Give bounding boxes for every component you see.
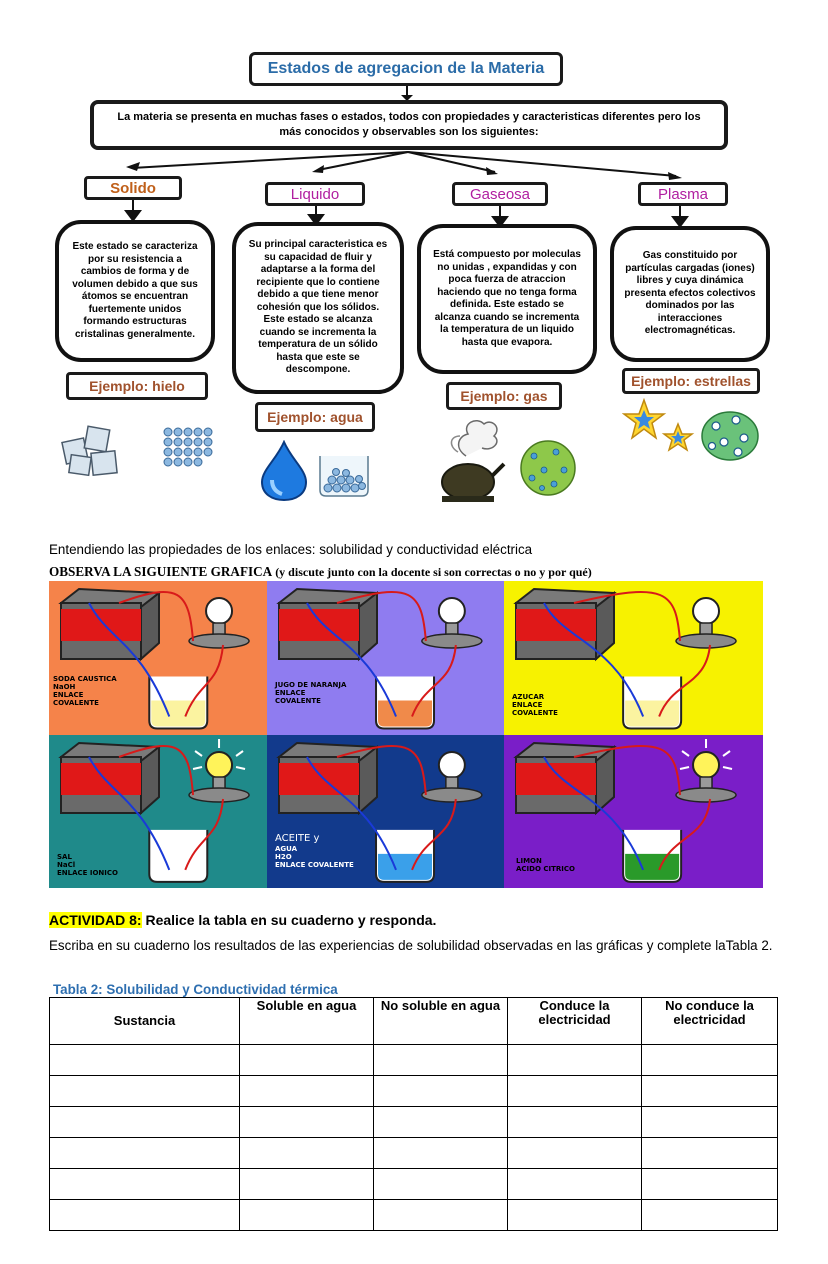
example-text: Ejemplo: estrellas <box>631 373 751 389</box>
label-line: NaCl <box>57 861 76 869</box>
table-cell <box>642 1200 778 1231</box>
column-header-no-soluble: No soluble en agua <box>374 998 508 1045</box>
experiment-label <box>275 681 346 705</box>
light-ray <box>193 767 202 769</box>
state-label-plasma <box>638 182 728 206</box>
table-cell <box>374 1045 508 1076</box>
lamp-base <box>189 788 249 802</box>
table-row <box>50 1045 778 1076</box>
description-liquido <box>232 222 404 394</box>
table-cell <box>508 1076 642 1107</box>
bulb <box>206 598 232 624</box>
description-text: Su principal caracteristica es su capacidad de fluir y adaptarse a la forma del recipiente que lo contiene debido a que tiene menor cohesión que los sólidos. Este estado se alcanza cuando se incrementa la temperatura de un sólido hasta que este se descompone. <box>248 239 388 376</box>
example-label-plasma <box>622 368 760 394</box>
label-line: ACIDO CITRICO <box>516 865 575 873</box>
battery-band <box>61 763 141 795</box>
light-ray <box>195 751 202 756</box>
instructions: Escriba en su cuaderno los resultados de las experiencias de solubilidad observadas en las gráficas y complete laTabla 2. <box>49 938 773 953</box>
column-header-sustancia: Sustancia <box>50 998 240 1045</box>
state-name: Solido <box>110 179 156 197</box>
table-cell <box>508 1107 642 1138</box>
label-line: SODA CAUSTICA <box>53 675 117 683</box>
experiment-label <box>53 675 117 707</box>
table-cell <box>642 1169 778 1200</box>
circuit-illustration <box>49 581 267 735</box>
state-name: Liquido <box>290 185 340 203</box>
observe-line <box>49 564 592 580</box>
table-cell <box>240 1107 374 1138</box>
table-row <box>50 1138 778 1169</box>
label-line: ENLACE <box>53 691 84 699</box>
state-name: Gaseosa <box>469 185 531 203</box>
table-cell <box>642 1138 778 1169</box>
bulb <box>439 752 465 778</box>
battery-band <box>61 609 141 641</box>
example-text: Ejemplo: gas <box>460 388 548 404</box>
bulb <box>693 598 719 624</box>
experiment-panel-soda-caustica <box>49 581 267 735</box>
light-ray <box>236 751 243 756</box>
table-body <box>50 1045 778 1231</box>
table-cell <box>240 1076 374 1107</box>
experiment-label <box>512 693 558 717</box>
observe-main: OBSERVA LA SIGUIENTE GRAFICA <box>49 564 273 579</box>
column-header-soluble: Soluble en agua <box>240 998 374 1045</box>
experiment-panel-azucar <box>504 581 763 735</box>
description-plasma <box>610 226 770 362</box>
bulb <box>439 598 465 624</box>
lamp-base <box>422 634 482 648</box>
label-line: ENLACE IONICO <box>57 869 118 877</box>
example-label-liquido <box>255 402 375 432</box>
bulb-socket <box>700 777 712 789</box>
label-line: ENLACE <box>275 689 306 697</box>
light-ray <box>723 767 732 769</box>
beaker-liquid <box>151 700 205 726</box>
beaker-liquid <box>625 700 679 726</box>
label-line: COVALENTE <box>275 697 321 705</box>
intro-box <box>90 100 728 150</box>
label-line: NaOH <box>53 683 76 691</box>
light-ray <box>236 767 245 769</box>
description-text: Está compuesto por moleculas no unidas , expandidas y con poca fuerza de atraccion haciendo que no tenga forma definida. Este estado se alcanza cuando se incrementa la temperatura de un liquido hasta que evapora. <box>433 249 581 348</box>
circuit-illustration <box>267 581 504 735</box>
lamp-base <box>422 788 482 802</box>
table-cell <box>50 1107 240 1138</box>
intro-text: La materia se presenta en muchas fases o estados, todos con propiedades y caracteristicas diferentes pero los más conocidos y observables son los siguientes: <box>117 111 701 138</box>
battery-band <box>516 609 596 641</box>
column-header-conduce: Conduce la electricidad <box>508 998 642 1045</box>
table-cell <box>50 1045 240 1076</box>
description-text: Este estado se caracteriza por su resistencia a cambios de forma y de volumen debido a que sus átomos se encuentran fuertemente unidos formando estructuras cristalinas generalmente. <box>72 241 198 340</box>
table-cell <box>50 1076 240 1107</box>
map-title-text: Estados de agregacion de la Materia <box>267 60 545 77</box>
label-line: AGUA <box>275 845 298 853</box>
table-cell <box>642 1107 778 1138</box>
bulb <box>693 752 719 778</box>
label-line: SAL <box>57 853 72 861</box>
gas-particles-icon <box>518 440 578 496</box>
table-cell <box>508 1045 642 1076</box>
observe-rest: (y discute junto con la docente si son correctas o no y por qué) <box>272 565 592 579</box>
table-cell <box>240 1200 374 1231</box>
state-name: Plasma <box>657 185 709 203</box>
table-cell <box>50 1138 240 1169</box>
beaker-liquid <box>378 700 432 726</box>
stars-icon <box>622 398 702 458</box>
light-ray <box>723 751 730 756</box>
bulb-socket <box>213 623 225 635</box>
example-label-gaseosa <box>446 382 562 410</box>
battery-band <box>279 763 359 795</box>
lamp-base <box>189 634 249 648</box>
table-cell <box>240 1045 374 1076</box>
bulb-socket <box>446 777 458 789</box>
label-line: ACEITE y <box>275 833 320 844</box>
table-cell <box>374 1200 508 1231</box>
experiment-label <box>275 833 354 869</box>
experiments-grid <box>49 581 763 888</box>
table-cell <box>508 1138 642 1169</box>
battery-band <box>516 763 596 795</box>
light-ray <box>680 767 689 769</box>
label-line: ENLACE COVALENTE <box>275 861 354 869</box>
beaker-liquid <box>378 854 432 880</box>
experiment-panel-sal <box>49 735 267 888</box>
results-table <box>49 997 778 1231</box>
light-ray <box>682 751 689 756</box>
table-cell <box>642 1045 778 1076</box>
description-solido <box>55 220 215 362</box>
beaker-liquid <box>625 854 679 880</box>
column-header-no-conduce: No conduce la electricidad <box>642 998 778 1045</box>
table-header-row <box>50 998 778 1045</box>
beaker-particles-icon <box>316 452 372 498</box>
experiment-panel-limon <box>504 735 763 888</box>
state-label-liquido <box>265 182 365 206</box>
experiment-label <box>516 857 575 873</box>
description-text: Gas constituido por partículas cargadas (iones) libres y cuya dinámica presenta efectos colectivos dominados por las interacciones electromagnéticas. <box>624 250 756 337</box>
table-cell <box>508 1200 642 1231</box>
experiment-panel-aceite-agua <box>267 735 504 888</box>
example-label-solido <box>66 372 208 400</box>
bulb-socket <box>446 623 458 635</box>
battery-band <box>279 609 359 641</box>
label-line: LIMON <box>516 857 542 865</box>
label-line: AZUCAR <box>512 693 545 701</box>
table-cell <box>50 1169 240 1200</box>
table-cell <box>240 1169 374 1200</box>
kettle-steam-icon <box>436 412 506 504</box>
label-line: JUGO DE NARANJA <box>275 681 347 689</box>
beaker-liquid <box>151 854 205 880</box>
bulb <box>206 752 232 778</box>
table-row <box>50 1107 778 1138</box>
section-heading: Entendiendo las propiedades de los enlaces: solubilidad y conductividad eléctrica <box>49 542 533 557</box>
label-line: COVALENTE <box>53 699 99 707</box>
plasma-particles-icon <box>700 410 760 462</box>
table-row <box>50 1169 778 1200</box>
table-cell <box>374 1107 508 1138</box>
table-cell <box>374 1169 508 1200</box>
experiment-panel-jugo-naranja <box>267 581 504 735</box>
solid-particles-icon <box>160 424 216 472</box>
activity-line <box>49 912 436 928</box>
activity-label: ACTIVIDAD 8: <box>49 912 142 928</box>
ice-cubes-icon <box>56 420 128 480</box>
experiment-label <box>57 853 118 877</box>
table-cell <box>240 1138 374 1169</box>
state-label-gaseosa <box>452 182 548 206</box>
water-drop-icon <box>256 440 312 502</box>
activity-text: Realice la tabla en su cuaderno y responda. <box>141 912 437 928</box>
bulb-socket <box>700 623 712 635</box>
table-cell <box>50 1200 240 1231</box>
label-line: COVALENTE <box>512 709 558 717</box>
example-text: Ejemplo: agua <box>267 409 363 425</box>
label-line: H2O <box>275 853 292 861</box>
bulb-socket <box>213 777 225 789</box>
state-label-solido <box>84 176 182 200</box>
table-row <box>50 1076 778 1107</box>
table-cell <box>642 1076 778 1107</box>
table-cell <box>508 1169 642 1200</box>
description-gaseosa <box>417 224 597 374</box>
table-cell <box>374 1076 508 1107</box>
lamp-base <box>676 788 736 802</box>
example-text: Ejemplo: hielo <box>89 378 185 394</box>
table-row <box>50 1200 778 1231</box>
table-caption: Tabla 2: Solubilidad y Conductividad térmica <box>53 982 338 997</box>
table-cell <box>374 1138 508 1169</box>
lamp-base <box>676 634 736 648</box>
label-line: ENLACE <box>512 701 543 709</box>
